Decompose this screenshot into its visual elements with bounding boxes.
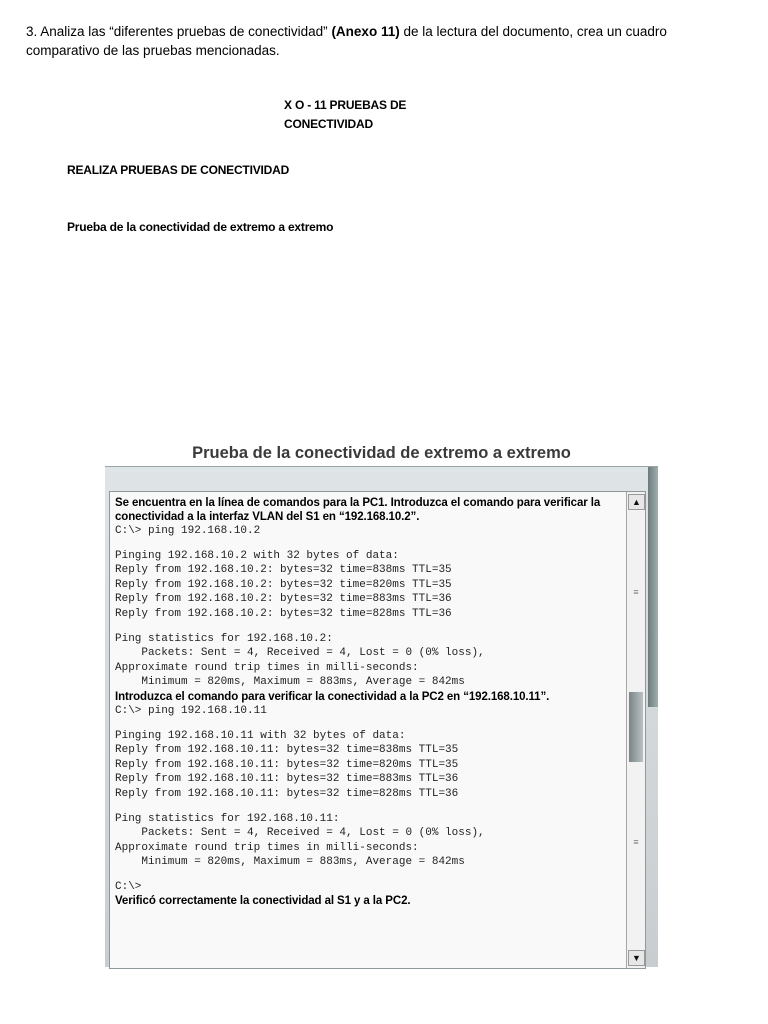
figure-title: Prueba de la conectividad de extremo a extremo [192,444,571,462]
question-suffix: de la lectura del documento, crea un cuadro comparativo de las pruebas mencionadas. [26,24,667,58]
frame-edge [648,467,658,707]
command-ping-s1: C:\> ping 192.168.10.2 [115,525,261,537]
question-annex: (Anexo 11) [331,24,400,39]
instruction-pc1: Se encuentra en la línea de comandos para la PC1. Introduzca el comando para verificar la conectividad a la interfaz VLAN del S1 en “192.168.10.2”. [115,497,601,523]
scroll-grip-icon: ≡ [633,837,639,847]
terminal-content [115,496,623,908]
ping-statistics-s1: Ping statistics for 192.168.10.2: Packets: Sent = 4, Received = 4, Lost = 0 (0% loss), Approximate round trip times in milli-seconds: Minimum = 820ms, Maximum = 883ms, Average = 842ms [115,632,485,689]
question-text [26,22,726,60]
vertical-scrollbar[interactable] [626,492,645,968]
scroll-thumb[interactable] [629,692,643,762]
instruction-pc2: Introduzca el comando para verificar la conectividad a la PC2 en “192.168.10.11”. [115,690,550,703]
terminal-frame [105,466,658,967]
command-prompt-window [109,491,646,969]
success-message: Verificó correctamente la conectividad al S1 y a la PC2. [115,895,411,908]
prompt-end: C:\> [115,880,142,893]
scroll-up-icon[interactable]: ▲ [628,494,645,510]
command-ping-pc2: C:\> ping 192.168.10.11 [115,704,267,717]
question-prefix: 3. Analiza las “diferentes pruebas de conectividad” [26,24,332,39]
ping-output-s1: Pinging 192.168.10.2 with 32 bytes of data: Reply from 192.168.10.2: bytes=32 time=838ms TTL=35 Reply from 192.168.10.2: bytes=32 time=820ms TTL=35 Reply from 192.168.10.2: bytes=32 time=883ms TTL=36 Reply from 192.168.10.2: bytes=32 time=828ms TTL=36 [115,549,452,620]
scroll-grip-icon: ≡ [633,587,639,597]
heading-prueba-extremo: Prueba de la conectividad de extremo a extremo [67,220,334,234]
ping-output-pc2: Pinging 192.168.10.11 with 32 bytes of data: Reply from 192.168.10.11: bytes=32 time=838ms TTL=35 Reply from 192.168.10.11: bytes=32 time=820ms TTL=35 Reply from 192.168.10.11: bytes=32 time=883ms TTL=36 Reply from 192.168.10.11: bytes=32 time=828ms TTL=36 [115,729,459,800]
scroll-down-icon[interactable]: ▼ [628,950,645,966]
ping-statistics-pc2: Ping statistics for 192.168.10.11: Packets: Sent = 4, Received = 4, Lost = 0 (0% loss), Approximate round trip times in milli-seconds: Minimum = 820ms, Maximum = 883ms, Average = 842ms [115,812,485,869]
annex-title: X O - 11 PRUEBAS DE CONECTIVIDAD [284,98,407,131]
screenshot-figure [105,438,658,966]
heading-realiza-pruebas: REALIZA PRUEBAS DE CONECTIVIDAD [67,163,290,177]
